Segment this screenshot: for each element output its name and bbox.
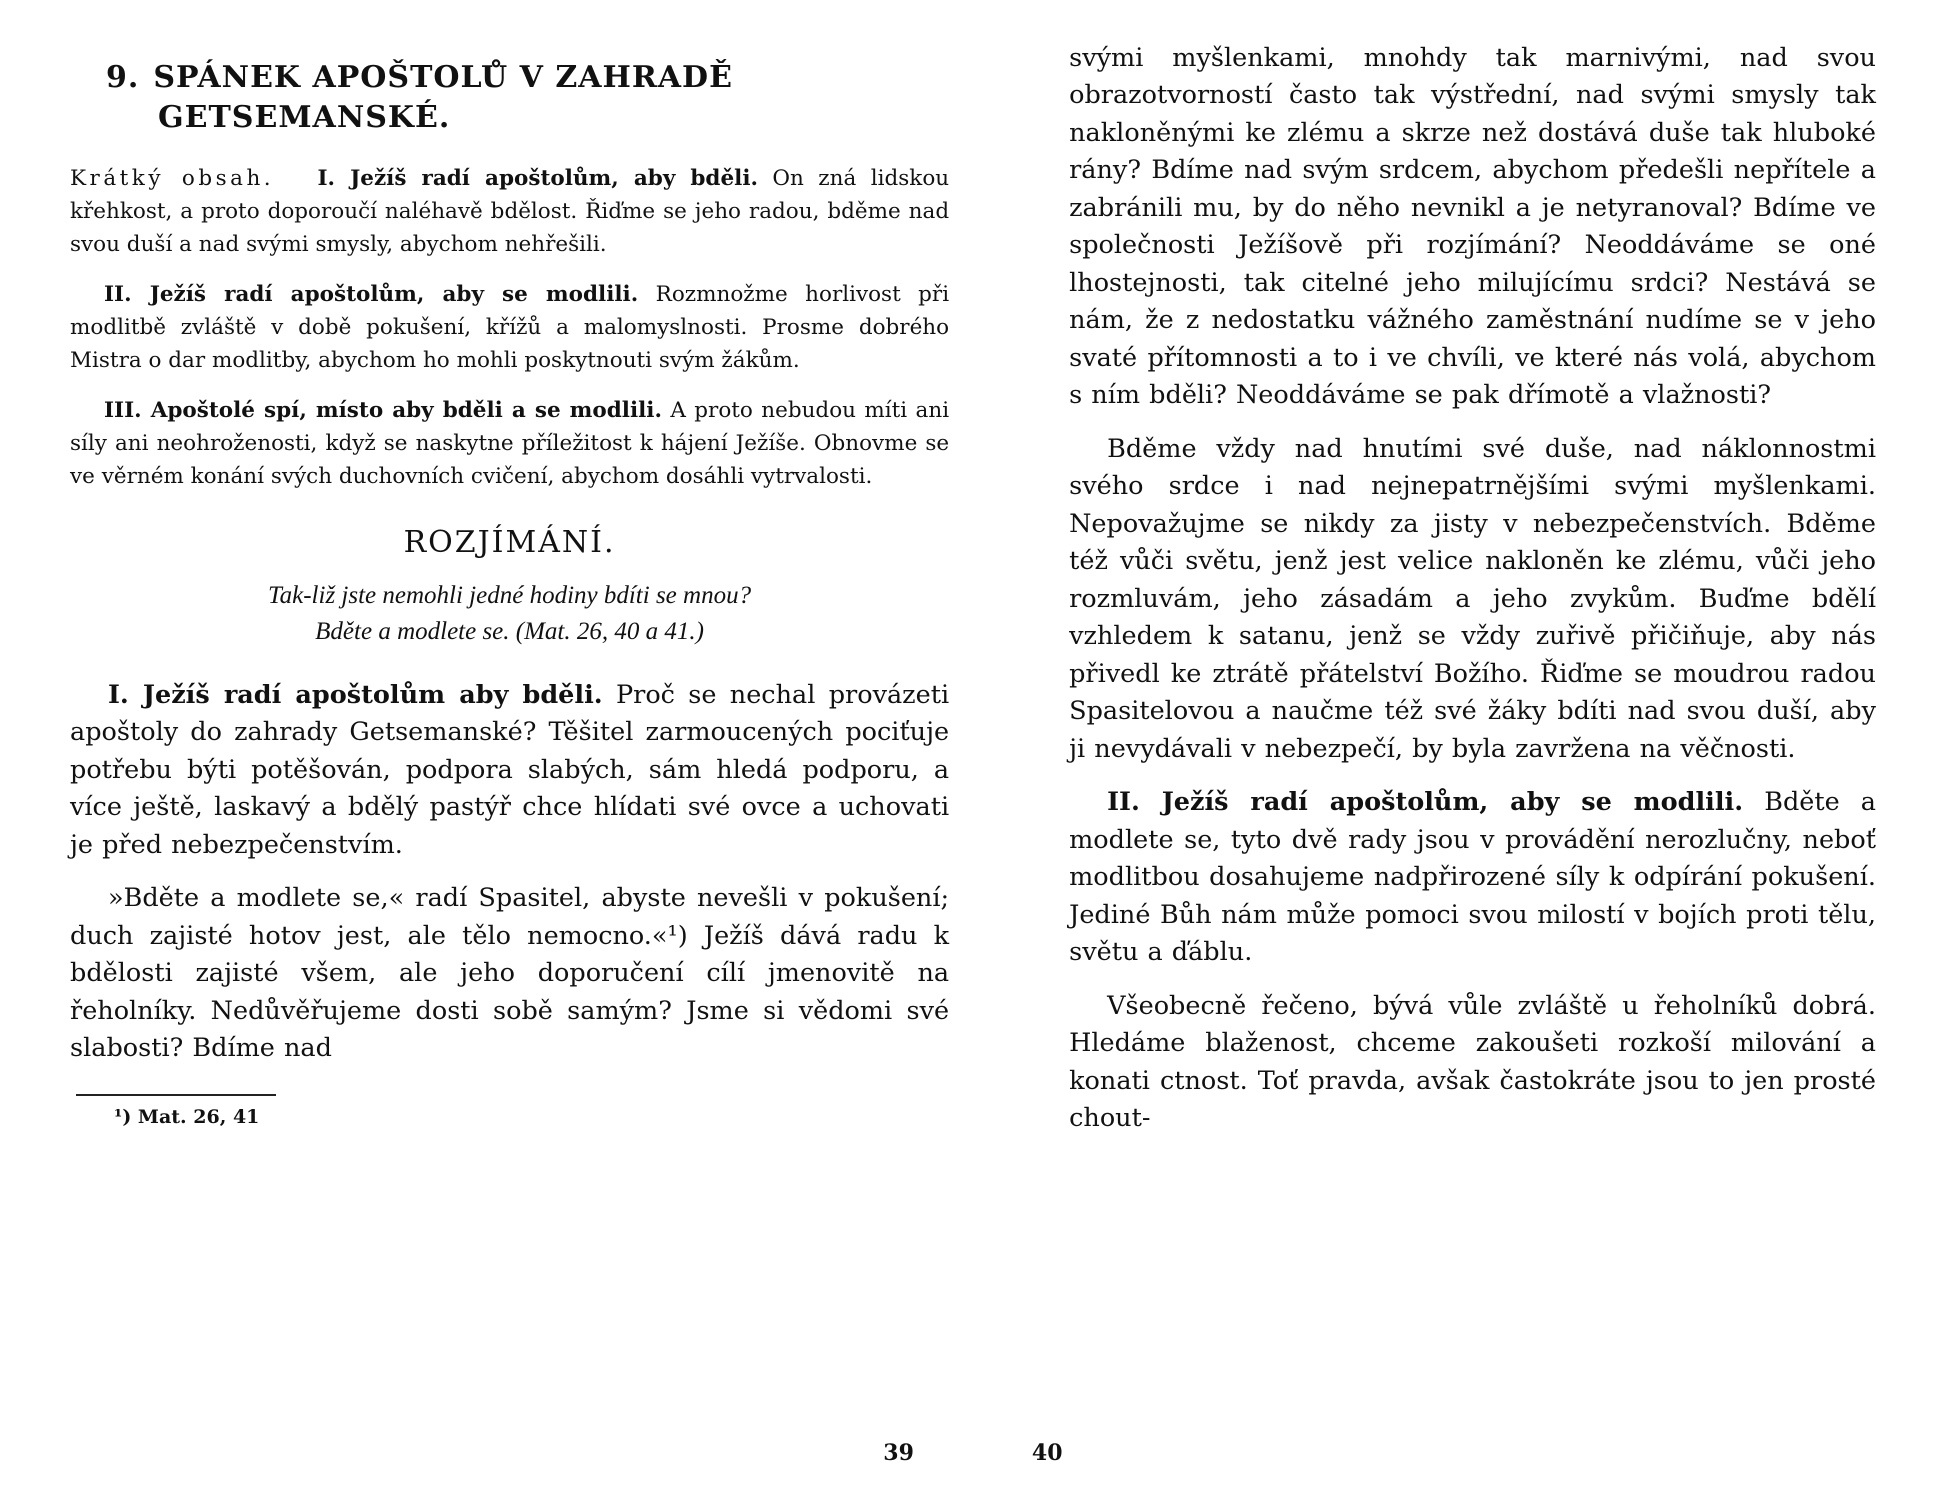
right-paragraph-1-text: svými myšlenkami, mnohdy tak marnivými, nad svou obrazotvorností často tak výstřední, nad svými smysly tak nakloněnými ke zlému a skrze než dostává duše tak hluboké rány? Bdíme nad svým srdcem, abychom předešli nepřítele a zabránili mu, by do něho nevnikl a je netyranoval? Bdíme ve společnosti Ježíšově při rozjímání? Neoddáváme se oné lhostejnosti, tak citelné jeho milujícímu srdci? Nestává se nám, že z nedostatku vážného zaměstnání nudíme se v jeho svaté přítomnosti a to i ve chvíli, ve které nás volá, abychom s ním bděli? Neoddáváme se pak dřímotě a vlažnosti? [1069,43,1876,411]
footnote-divider [76,1094,276,1096]
chapter-title-line2: GETSEMANSKÉ. [158,99,451,135]
left-paragraph-2 [70,880,949,1067]
left-paragraph-1-text: Proč se nechal provázeti apoštoly do zahrady Getsemanské? Těšitel zarmoucených pociťuje potřebu býti potěšován, podpora slabých, sám hledá podporu, a více ještě, laskavý a bdělý pastýř chce hlídati své ovce a uchovati je před nebezpečenstvím. [70,679,950,860]
folio-left: 39 [883,1440,914,1466]
page-numbers [0,1440,1946,1466]
right-paragraph-2 [1069,431,1876,768]
right-paragraph-2-text: Bděme vždy nad hnutími své duše, nad náklonnostmi svého srdce i nad nejnepatrnějšími svými myšlenkami. Nepovažujme se nikdy za jisty v nebezpečenstvích. Bděme též vůči světu, jenž jest velice nakloněn ke zlému, vůči jeho rozmluvám, jeho zásadám a jeho zvykům. Buďme bdělí vzhledem k satanu, jenž se vždy zuřivě přičiňuje, aby nás přivedl ke ztrátě přátelství Božího. Řiďme se moudrou radou Spasitelovou a naučme též své žáky bdíti nad svou duší, aby ji nevydávali v nebezpečí, by byla zavržena na věčnosti. [1069,433,1876,764]
right-paragraph-3 [1069,784,1876,971]
chapter-number: 9. [106,60,140,95]
right-page [1009,40,1876,1420]
right-body-text [1069,40,1876,1138]
summary-item-3-heading: III. Apoštolé spí, místo aby bděli a se modlili. [104,398,662,424]
summary-item-3-text: A proto nebudou míti ani síly ani neohroženosti, když se naskytne příležitost k hájení Ježíše. Obnovme se ve věrném konání svých duchovních cvičení, abychom dosáhli vytrvalosti. [70,398,950,489]
left-body-text [70,677,949,1068]
summary-item-3 [70,395,949,493]
verse-line-2: Bděte a modlete se. (Mat. 26, 40 a 41.) [315,618,704,646]
summary-item-1-heading: I. Ježíš radí apoštolům, aby bděli. [317,166,758,192]
summary-label: Krátký obsah. [70,166,275,192]
folio-right: 40 [1031,1440,1063,1466]
right-paragraph-3-text: Bděte a modlete se, tyto dvě rady jsou v provádění nerozlučny, neboť modlitbou dosahujeme nadpřirozené síly k odpírání pokušení. Jediné Bůh nám může pomoci svou milostí v bojích proti tělu, světu a ďáblu. [1069,787,1876,968]
right-paragraph-1 [1069,40,1876,415]
verse-line-1: Tak-liž jste nemohli jedné hodiny bdíti se mnou? [268,582,752,610]
scripture-verse [70,578,949,651]
left-page [70,40,1009,1420]
summary-block [70,163,949,493]
summary-item-2-text: Rozmnožme horlivost při modlitbě zvláště v době pokušení, křížů a malomyslnosti. Prosme dobrého Mistra o dar modlitby, abychom ho mohli poskytnouti svým žákům. [70,282,950,373]
summary-item-2-heading: II. Ježíš radí apoštolům, aby se modlili. [104,282,639,308]
summary-item-1 [70,163,949,261]
footnote: ¹) Mat. 26, 41 [114,1105,260,1128]
summary-item-1-text: On zná lidskou křehkost, a proto doporoučí naléhavě bdělost. Řiďme se jeho radou, bděme nad svou duší a nad svými smysly, abychom nehřešili. [70,166,950,257]
meditation-heading: ROZJÍMÁNÍ. [403,525,616,561]
right-paragraph-3-lead: II. Ježíš radí apoštolům, aby se modlili. [1107,787,1744,818]
chapter-title [70,58,949,137]
summary-item-2 [70,279,949,377]
left-paragraph-2-text: »Bděte a modlete se,« radí Spasitel, abyste nevešli v pokušení; duch zajisté hotov jest, ale tělo nemocno.«¹) Ježíš dává radu k bdělosti zajisté všem, ale jeho doporučení cílí jmenovitě na řeholníky. Nedůvěřujeme dosti sobě samým? Jsme si vědomi své slabosti? Bdíme nad [70,883,950,1064]
right-paragraph-4 [1069,988,1876,1138]
right-paragraph-4-text: Všeobecně řečeno, bývá vůle zvláště u řeholníků dobrá. Hledáme blaženost, chceme zakoušeti rozkoší milování a konati ctnost. Toť pravda, avšak častokráte jsou to jen prosté chout- [1069,990,1876,1134]
left-paragraph-1 [70,677,949,864]
chapter-title-line1: SPÁNEK APOŠTOLŮ V ZAHRADĚ [153,60,733,95]
left-paragraph-1-lead: I. Ježíš radí apoštolům aby bděli. [108,679,603,710]
